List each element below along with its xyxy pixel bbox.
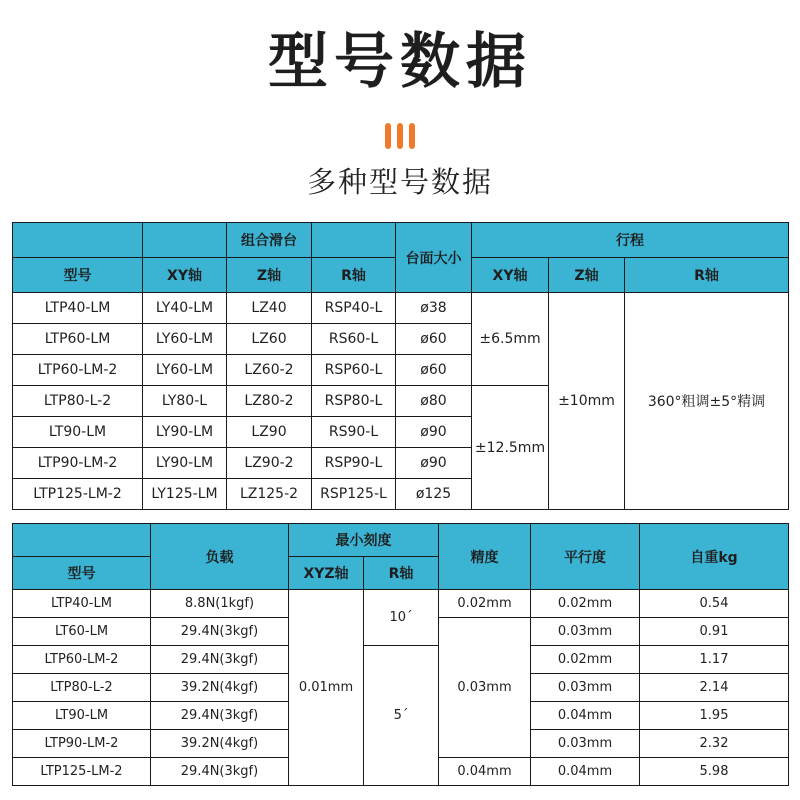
cell-xy: LY40-LM xyxy=(143,293,227,324)
cell-weight: 5.98 xyxy=(640,758,789,786)
header-blank-cell xyxy=(143,223,227,258)
cell-model: LTP40-LM xyxy=(13,590,151,618)
cell-model: LTP40-LM xyxy=(13,293,143,324)
cell-r-scale: 10´ xyxy=(364,590,439,646)
page-subtitle: 多种型号数据 xyxy=(306,165,493,199)
cell-model: LTP60-LM xyxy=(13,324,143,355)
header-accuracy: 精度 xyxy=(439,524,531,590)
cell-stroke-r: 360°粗调±5°精调 xyxy=(625,293,789,510)
cell-stroke-xy-large: ±12.5mm xyxy=(472,386,549,510)
cell-size: ø38 xyxy=(396,293,472,324)
table-row xyxy=(13,293,789,324)
cell-size: ø90 xyxy=(396,417,472,448)
cell-size: ø90 xyxy=(396,448,472,479)
cell-parallelism: 0.04mm xyxy=(531,702,640,730)
cell-parallelism: 0.03mm xyxy=(531,730,640,758)
header-r-axis: R轴 xyxy=(364,557,439,590)
cell-r: RSP125-L xyxy=(312,479,396,510)
cell-z: LZ60-2 xyxy=(227,355,312,386)
cell-xy: LY90-LM xyxy=(143,448,227,479)
cell-xy: LY60-LM xyxy=(143,355,227,386)
header-stroke-xy: XY轴 xyxy=(472,258,549,293)
table-row xyxy=(13,590,789,618)
header-xyz-axis: XYZ轴 xyxy=(289,557,364,590)
cell-xy: LY125-LM xyxy=(143,479,227,510)
header-xy-axis: XY轴 xyxy=(143,258,227,293)
cell-parallelism: 0.04mm xyxy=(531,758,640,786)
cell-size: ø60 xyxy=(396,324,472,355)
cell-r: RSP90-L xyxy=(312,448,396,479)
cell-weight: 2.32 xyxy=(640,730,789,758)
cell-weight: 0.91 xyxy=(640,618,789,646)
cell-size: ø80 xyxy=(396,386,472,417)
cell-model: LT90-LM xyxy=(13,702,151,730)
cell-z: LZ125-2 xyxy=(227,479,312,510)
header-model: 型号 xyxy=(13,557,151,590)
cell-r: RS90-L xyxy=(312,417,396,448)
cell-parallelism: 0.02mm xyxy=(531,590,640,618)
header-z-axis: Z轴 xyxy=(227,258,312,293)
cell-model: LTP90-LM-2 xyxy=(13,448,143,479)
header-parallelism: 平行度 xyxy=(531,524,640,590)
cell-z: LZ90-2 xyxy=(227,448,312,479)
cell-model: LTP60-LM-2 xyxy=(13,646,151,674)
cell-accuracy: 0.02mm xyxy=(439,590,531,618)
cell-r: RS60-L xyxy=(312,324,396,355)
header-load: 负载 xyxy=(151,524,289,590)
cell-weight: 1.17 xyxy=(640,646,789,674)
cell-z: LZ60 xyxy=(227,324,312,355)
cell-model: LTP80-L-2 xyxy=(13,386,143,417)
model-spec-table xyxy=(12,222,789,510)
cell-weight: 0.54 xyxy=(640,590,789,618)
cell-parallelism: 0.03mm xyxy=(531,674,640,702)
header-blank-cell xyxy=(312,223,396,258)
header-combo-stage: 组合滑台 xyxy=(227,223,312,258)
cell-weight: 2.14 xyxy=(640,674,789,702)
cell-xy: LY60-LM xyxy=(143,324,227,355)
table-row xyxy=(13,646,789,674)
header-blank-cell xyxy=(13,223,143,258)
cell-accuracy: 0.03mm xyxy=(439,618,531,758)
header-model: 型号 xyxy=(13,258,143,293)
cell-load: 29.4N(3kgf) xyxy=(151,646,289,674)
cell-r-scale: 5´ xyxy=(364,646,439,786)
cell-stroke-z: ±10mm xyxy=(549,293,625,510)
cell-accuracy: 0.04mm xyxy=(439,758,531,786)
cell-load: 29.4N(3kgf) xyxy=(151,702,289,730)
header-stroke: 行程 xyxy=(472,223,789,258)
cell-size: ø125 xyxy=(396,479,472,510)
cell-weight: 1.95 xyxy=(640,702,789,730)
cell-load: 39.2N(4kgf) xyxy=(151,674,289,702)
decorative-bars-icon xyxy=(385,123,417,149)
cell-r: RSP40-L xyxy=(312,293,396,324)
cell-model: LTP80-L-2 xyxy=(13,674,151,702)
header-min-scale: 最小刻度 xyxy=(289,524,439,557)
header-r-axis: R轴 xyxy=(312,258,396,293)
header-blank-cell xyxy=(13,524,151,557)
header-weight: 自重kg xyxy=(640,524,789,590)
cell-model: LTP125-LM-2 xyxy=(13,758,151,786)
cell-z: LZ80-2 xyxy=(227,386,312,417)
cell-z: LZ90 xyxy=(227,417,312,448)
cell-r: RSP80-L xyxy=(312,386,396,417)
header-stroke-r: R轴 xyxy=(625,258,789,293)
page-title: 型号数据 xyxy=(268,27,532,97)
cell-model: LT60-LM xyxy=(13,618,151,646)
cell-model: LTP60-LM-2 xyxy=(13,355,143,386)
cell-load: 8.8N(1kgf) xyxy=(151,590,289,618)
cell-xyz-scale: 0.01mm xyxy=(289,590,364,786)
cell-model: LTP90-LM-2 xyxy=(13,730,151,758)
cell-parallelism: 0.03mm xyxy=(531,618,640,646)
header-table-size: 台面大小 xyxy=(396,223,472,293)
cell-xy: LY90-LM xyxy=(143,417,227,448)
header-stroke-z: Z轴 xyxy=(549,258,625,293)
cell-xy: LY80-L xyxy=(143,386,227,417)
cell-model: LT90-LM xyxy=(13,417,143,448)
cell-r: RSP60-L xyxy=(312,355,396,386)
cell-stroke-xy-small: ±6.5mm xyxy=(472,293,549,386)
cell-load: 29.4N(3kgf) xyxy=(151,618,289,646)
performance-spec-table xyxy=(12,523,789,786)
cell-z: LZ40 xyxy=(227,293,312,324)
cell-load: 39.2N(4kgf) xyxy=(151,730,289,758)
cell-parallelism: 0.02mm xyxy=(531,646,640,674)
cell-model: LTP125-LM-2 xyxy=(13,479,143,510)
cell-size: ø60 xyxy=(396,355,472,386)
cell-load: 29.4N(3kgf) xyxy=(151,758,289,786)
